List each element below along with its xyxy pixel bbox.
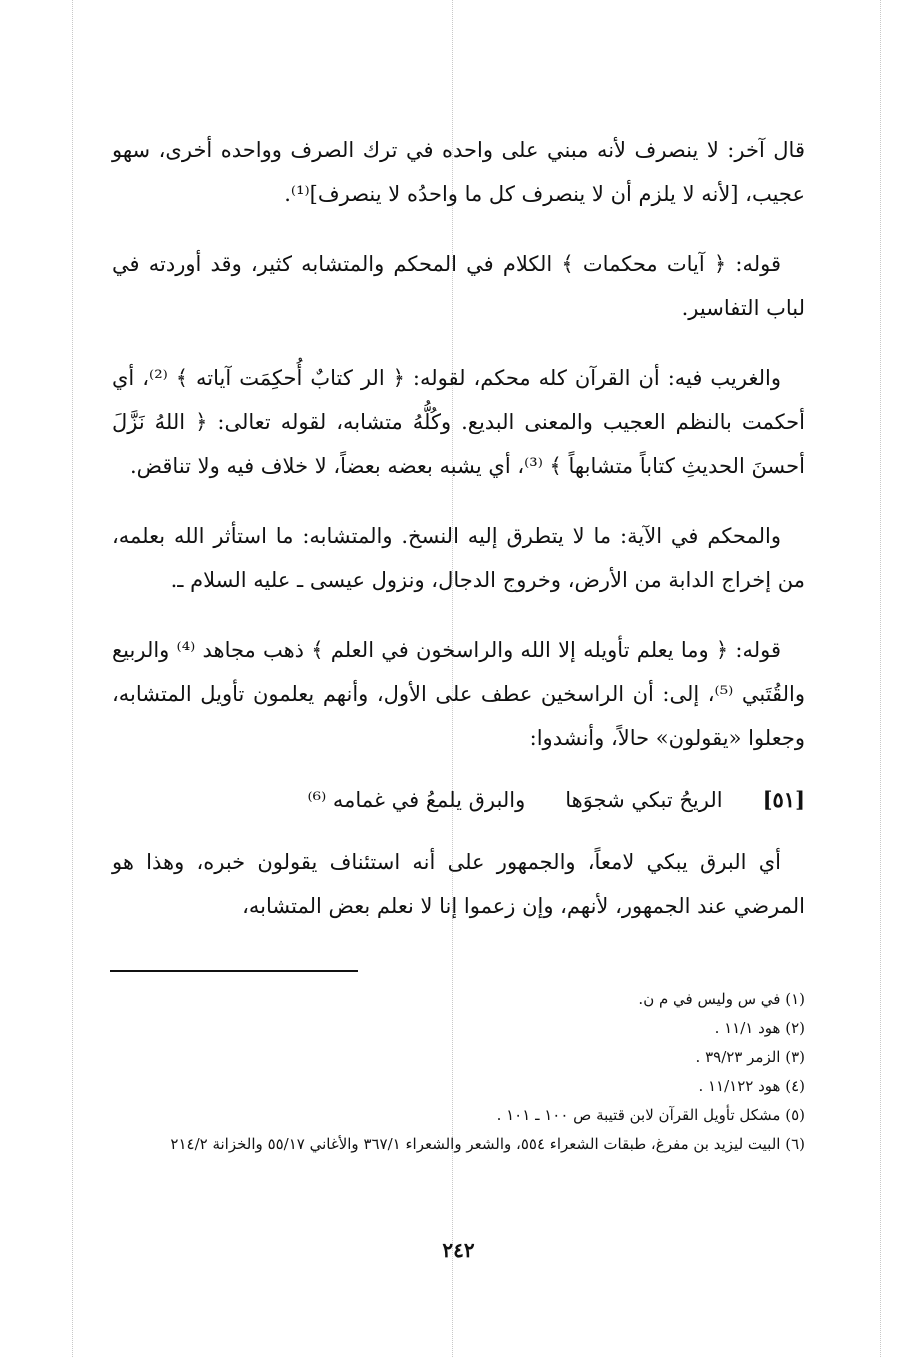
paragraph-3: والغريب فيه: أن القرآن كله محكم، لقوله: ﴿ الر كتابٌ أُحكِمَت آياته ﴾ ⁽²⁾، أي أحكمت بالنظم العجيب والمعنى البديع. وكُلُّهُ متشابه، لقوله تعالى: ﴿ اللهُ نَزَّلَ أحسنَ الحديثِ كتاباً متشابهاً ﴾ ⁽³⁾، أي يشبه بعضه بعضاً، لا خلاف فيه ولا تناقض.: [112, 366, 805, 478]
paragraph-4: والمحكم في الآية: ما لا يتطرق إليه النسخ. والمتشابه: ما استأثر الله بعلمه، من إخراج الدابة من الأرض، وخروج الدجال، ونزول عيسى ـ عليه السلام ـ.: [112, 524, 805, 592]
paragraph-2: قوله: ﴿ آيات محكمات ﴾ الكلام في المحكم والمتشابه كثير، وقد أوردته في لباب التفاسير.: [112, 252, 805, 320]
verse-hemistich-1: الريحُ تبكي شجوَها: [565, 788, 723, 812]
verse-number: [٥١]: [762, 787, 805, 812]
paragraph-1: قال آخر: لا ينصرف لأنه مبني على واحده في ترك الصرف وواحده أخرى، سهو عجيب، [لأنه لا يلزم أن لا ينصرف كل ما واحدُه لا ينصرف]⁽¹⁾.: [112, 138, 805, 206]
footnote-6: (٦) البيت ليزيد بن مفرغ، طبقات الشعراء ٥٥٤، والشعر والشعراء ٣٦٧/١ والأغاني ٥٥/١٧ والخزانة ٢١٤/٢: [170, 1135, 805, 1153]
footnote-separator: [110, 970, 358, 972]
footnote-1: (١) في س وليس في م ن.: [638, 990, 805, 1008]
footnote-4: (٤) هود ١١/١٢٢ .: [698, 1077, 805, 1095]
paragraph-after-verse: أي البرق يبكي لامعاً، والجمهور على أنه استئناف يقولون خبره، وهذا هو المرضي عند الجمهور، لأنهم، وإن زعموا إنا لا نعلم بعض المتشابه،: [112, 850, 805, 918]
scan-dot-line: [880, 0, 881, 1357]
page-body: [112, 128, 805, 954]
footnotes: [112, 985, 805, 1159]
footnote-2: (٢) هود ١١/١ .: [714, 1019, 805, 1037]
poetry-verse: [112, 778, 805, 822]
scan-dot-line: [72, 0, 73, 1357]
verse-hemistich-2: والبرق يلمعُ في غمامه ⁽⁶⁾: [307, 788, 526, 812]
page-number: ٢٤٢: [442, 1238, 475, 1262]
footnote-5: (٥) مشكل تأويل القرآن لابن قتيبة ص ١٠٠ ـ ١٠١ .: [496, 1106, 805, 1124]
paragraph-5: قوله: ﴿ وما يعلم تأويله إلا الله والراسخون في العلم ﴾ ذهب مجاهد ⁽⁴⁾ والربيع والقُتَبي ⁽⁵⁾، إلى: أن الراسخين عطف على الأول، وأنهم يعلمون تأويل المتشابه، وجعلوا «يقولون» حالاً، وأنشدوا:: [112, 638, 805, 750]
footnote-3: (٣) الزمر ٣٩/٢٣ .: [695, 1048, 805, 1066]
